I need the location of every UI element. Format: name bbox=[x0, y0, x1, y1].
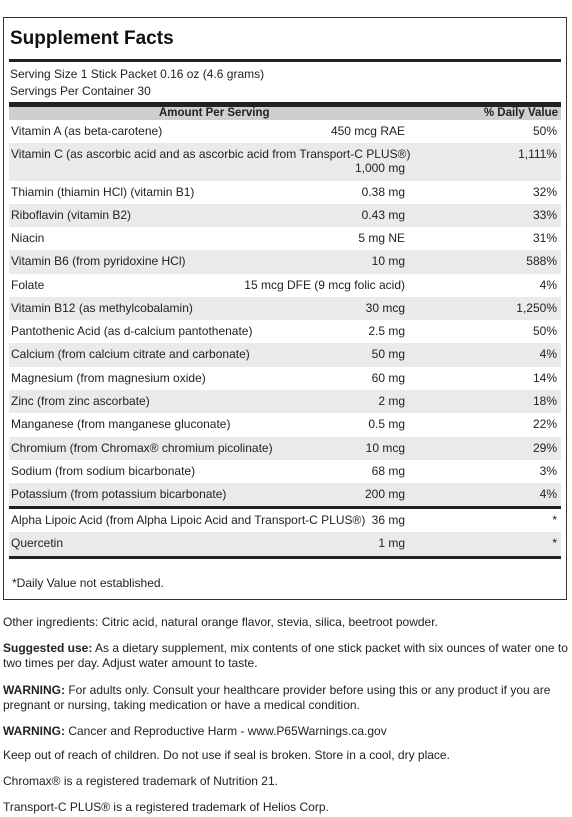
nutrient-name: Vitamin C (as ascorbic acid and as ascorbic acid from Transport-C PLUS®) bbox=[11, 147, 411, 161]
nutrient-row bbox=[9, 250, 561, 274]
nutrient-name: Manganese (from manganese gluconate) bbox=[11, 417, 231, 431]
divider-thick bbox=[9, 59, 561, 62]
header-amount: Amount Per Serving bbox=[159, 107, 270, 119]
nutrient-amount: 50 mg bbox=[371, 347, 405, 361]
nutrient-row bbox=[9, 343, 561, 367]
supplement-facts-panel bbox=[3, 17, 567, 600]
nutrient-row bbox=[9, 227, 561, 250]
warning-label: WARNING: bbox=[3, 683, 65, 697]
nutrient-amount: 2 mg bbox=[378, 394, 405, 408]
nutrient-amount: 0.43 mg bbox=[361, 208, 405, 222]
nutrient-dv: 50% bbox=[532, 124, 557, 138]
nutrient-dv: 18% bbox=[532, 394, 557, 408]
nutrient-name: Riboflavin (vitamin B2) bbox=[11, 208, 132, 222]
nutrient-dv: * bbox=[552, 513, 557, 527]
nutrient-amount: 200 mg bbox=[364, 487, 405, 501]
nutrient-dv: * bbox=[552, 536, 557, 550]
nutrient-amount: 15 mcg DFE (9 mcg folic acid) bbox=[244, 278, 405, 292]
nutrient-amount: 1,000 mg bbox=[354, 161, 405, 175]
nutrient-amount: 0.38 mg bbox=[361, 185, 405, 199]
nutrient-dv: 588% bbox=[526, 254, 557, 268]
nutrient-dv: 29% bbox=[532, 441, 557, 455]
nutrient-name: Folate bbox=[11, 278, 45, 292]
nutrient-dv: 50% bbox=[532, 324, 557, 338]
nutrient-name: Quercetin bbox=[11, 536, 64, 550]
nutrient-row bbox=[9, 143, 561, 181]
storage-instructions: Keep out of reach of children. Do not use if seal is broken. Store in a cool, dry place. bbox=[3, 748, 450, 762]
nutrient-name: Vitamin B12 (as methylcobalamin) bbox=[11, 301, 193, 315]
table-header bbox=[9, 107, 561, 120]
nutrient-amount: 10 mg bbox=[371, 254, 405, 268]
suggested-use-label: Suggested use: bbox=[3, 641, 93, 655]
nutrient-dv: 4% bbox=[539, 278, 557, 292]
nutrient-dv: 3% bbox=[539, 464, 557, 478]
nutrient-dv: 1,250% bbox=[516, 301, 557, 315]
nutrient-name: Vitamin A (as beta-carotene) bbox=[11, 124, 163, 138]
nutrient-row bbox=[9, 120, 561, 143]
nutrient-name: Alpha Lipoic Acid (from Alpha Lipoic Acid and Transport-C PLUS®) bbox=[11, 513, 366, 527]
serving-size: Serving Size 1 Stick Packet 0.16 oz (4.6 grams) bbox=[10, 67, 265, 81]
nutrient-name: Magnesium (from magnesium oxide) bbox=[11, 371, 206, 385]
nutrient-row bbox=[9, 460, 561, 483]
nutrient-row bbox=[9, 483, 561, 506]
trademark-chromax: Chromax® is a registered trademark of Nutrition 21. bbox=[3, 774, 278, 788]
nutrient-amount: 10 mcg bbox=[365, 441, 405, 455]
warning-text: Cancer and Reproductive Harm - www.P65Warnings.ca.gov bbox=[65, 724, 387, 738]
nutrient-name: Vitamin B6 (from pyridoxine HCl) bbox=[11, 254, 186, 268]
nutrient-dv: 22% bbox=[532, 417, 557, 431]
nutrient-name: Chromium (from Chromax® chromium picolinate) bbox=[11, 441, 273, 455]
nutrient-amount: 0.5 mg bbox=[368, 417, 405, 431]
footnote: *Daily Value not established. bbox=[12, 576, 164, 590]
warning-label: WARNING: bbox=[3, 724, 65, 738]
nutrient-dv: 1,111% bbox=[518, 147, 557, 161]
nutrient-row bbox=[9, 413, 561, 437]
nutrient-dv: 33% bbox=[532, 208, 557, 222]
nutrient-dv: 4% bbox=[539, 347, 557, 361]
nutrient-row bbox=[9, 532, 561, 556]
nutrient-amount: 1 mg bbox=[378, 536, 405, 550]
suggested-use-text: As a dietary supplement, mix contents of one stick packet with six ounces of water one to two times per day. Adjust water amount to taste. bbox=[3, 641, 568, 670]
nutrient-name: Potassium (from potassium bicarbonate) bbox=[11, 487, 227, 501]
nutrient-amount: 36 mg bbox=[371, 513, 405, 527]
nutrient-dv: 31% bbox=[532, 231, 557, 245]
nutrient-row bbox=[9, 204, 561, 227]
other-ingredients: Other ingredients: Citric acid, natural orange flavor, stevia, silica, beetroot powder. bbox=[3, 615, 438, 629]
nutrient-row bbox=[9, 320, 561, 343]
panel-title: Supplement Facts bbox=[10, 28, 174, 49]
header-daily-value: % Daily Value bbox=[483, 107, 558, 119]
nutrient-name: Zinc (from zinc ascorbate) bbox=[11, 394, 150, 408]
warning-adults bbox=[3, 683, 569, 713]
divider-thick bbox=[9, 556, 561, 559]
servings-per-container: Servings Per Container 30 bbox=[10, 84, 151, 98]
nutrient-row bbox=[9, 181, 561, 204]
nutrient-name: Calcium (from calcium citrate and carbonate) bbox=[11, 347, 250, 361]
warning-text: For adults only. Consult your healthcare provider before using this or any product if you are pregnant or nursing, taking medication or have a medical condition. bbox=[3, 683, 551, 712]
nutrient-row bbox=[9, 390, 561, 413]
nutrient-amount: 5 mg NE bbox=[358, 231, 405, 245]
nutrient-dv: 14% bbox=[532, 371, 557, 385]
nutrient-amount: 2.5 mg bbox=[368, 324, 405, 338]
nutrient-amount: 450 mcg RAE bbox=[330, 124, 405, 138]
nutrient-name: Niacin bbox=[11, 231, 45, 245]
nutrient-row bbox=[9, 367, 561, 390]
nutrient-amount: 30 mcg bbox=[365, 301, 405, 315]
nutrient-name: Pantothenic Acid (as d-calcium pantothenate) bbox=[11, 324, 253, 338]
nutrient-amount: 60 mg bbox=[371, 371, 405, 385]
nutrient-name: Thiamin (thiamin HCl) (vitamin B1) bbox=[11, 185, 195, 199]
nutrient-name: Sodium (from sodium bicarbonate) bbox=[11, 464, 196, 478]
nutrient-row bbox=[9, 274, 561, 297]
nutrient-dv: 32% bbox=[532, 185, 557, 199]
nutrient-row bbox=[9, 297, 561, 320]
nutrient-dv: 4% bbox=[539, 487, 557, 501]
warning-prop65 bbox=[3, 724, 569, 739]
nutrient-row bbox=[9, 509, 561, 532]
suggested-use bbox=[3, 641, 569, 671]
trademark-transport-c: Transport-C PLUS® is a registered trademark of Helios Corp. bbox=[3, 800, 329, 814]
nutrient-row bbox=[9, 437, 561, 460]
nutrient-amount: 68 mg bbox=[371, 464, 405, 478]
